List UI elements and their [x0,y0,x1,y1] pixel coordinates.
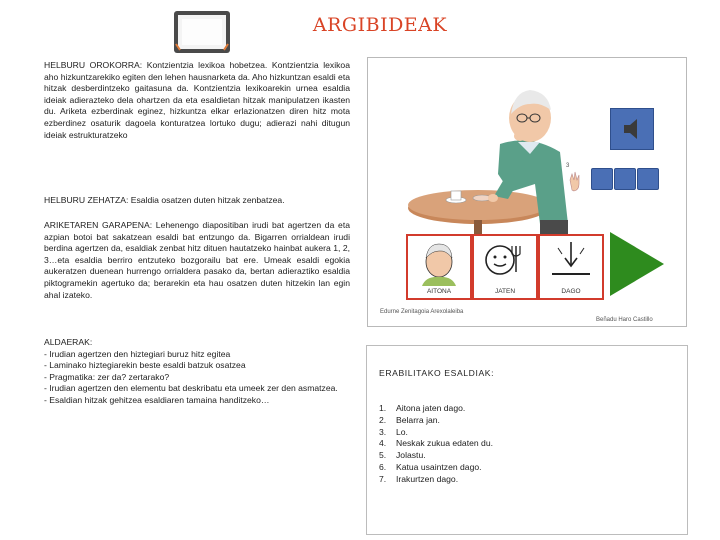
answer-button-3[interactable] [637,168,659,190]
objective-general-text: HELBURU OROKORRA: Kontzientzia lexikoa hobetzea. Kontzientzia lexikoa aho hizkuntzarekiko egiten den lehen hausnarketa da. Aho hizkuntzan esaldi eta hitzak desberdintzeko gaitasuna da. Kontzientzia lexikoarekin urnea esaldia ideiak adierazteko dela ohartzen da eta esaldietan hitzak manipulatzen ikasten du. Ariketa ezberdinak eginez, hizkuntza elkar erlazionatzen diren hitz mota ezberdinez osaturik dagoela konturatzea lortuko dugu; adierazi nahi ditugun ideiak estrukturatzeko [44,60,350,140]
variant-item: - Irudian agertzen den hiztegiari buruz hitz egitea [44,348,231,359]
item-number: 5. [379,450,387,461]
picto-label-jaten: JATEN [494,288,516,295]
variants-list [44,337,344,407]
play-icon [606,228,668,300]
tablet-icon [173,10,231,54]
page-title: ARGIBIDEAK [312,14,448,36]
list-item [379,462,493,474]
eating-picto-icon [474,236,536,288]
objective-specific-text: HELBURU ZEHATZA: Esaldia osatzen duten hitzak zenbatzea. [44,195,285,205]
grandfather-eating-illustration [390,74,580,252]
list-item [379,403,493,415]
item-text: Lo. [396,426,408,437]
item-text: Katua usaintzen dago. [396,461,482,472]
activity-description-text: ARIKETAREN GARAPENA: Lehenengo diapositiban irudi bat agertzen da eta azpian botoi bat sakatzean esaldi bat entzungo da. Bigarren orrialdean irudi berdina agertzen da, esaldiak zenbat hitz dituen hautatzeko hainbat aukera 1, 2, 3…eta esaldia berriro entzuteko bozgorailu bat ere. Umeak esaldi egokia aukeratzen duenean hurrengo orrialdera pasako da, bertan adieraztiko esaldia piktogramekin agertuko da; berarekin eta hau osatzen duten hitzekin lan egin ahal izateko. [44,220,350,300]
list-item [379,438,493,450]
speaker-button[interactable] [610,108,654,150]
list-item [379,427,493,439]
item-text: Neskak zukua edaten du. [396,438,493,449]
item-number: 2. [379,414,387,425]
item-text: Aitona jaten dago. [396,403,466,413]
slide-preview [367,57,687,327]
variant-item: - Esaldian hitzak gehitzea esaldiaren tamaina handitzeko… [44,394,270,405]
item-number: 1. [379,403,387,413]
picto-label-aitona: AITONA [426,288,452,295]
sentences-heading: ERABILITAKO ESALDIAK: [379,368,495,378]
item-number: 7. [379,473,387,484]
is-picto-icon [540,236,602,288]
picto-label-dago: DAGO [561,288,581,295]
play-button[interactable] [606,228,668,300]
author-credit-right: Beñadu Haro Castillo [596,317,653,323]
sentences-list [379,403,493,486]
list-item [379,450,493,462]
variant-item: - Laminako hiztegiarekin beste esaldi batzuk osatzea [44,360,246,371]
slide-number: 3 [566,163,570,169]
item-number: 4. [379,438,387,449]
answer-button-1[interactable] [591,168,613,190]
author-credit-left: Edurne Zenitagoia Arexolaleiba [380,309,464,315]
list-item [379,474,493,486]
item-text: Irakurtzen dago. [396,473,459,484]
answer-button-2[interactable] [614,168,636,190]
hand-icon [566,170,584,192]
item-number: 3. [379,426,387,437]
item-text: Belarra jan. [396,414,440,425]
list-item [379,415,493,427]
variants-heading: ALDAERAK: [44,337,93,347]
variant-item: - Irudian agertzen den elementu bat deskribatu eta umeek zer den asmatzea. [44,383,338,394]
sentences-panel [366,345,688,535]
variant-item: - Pragmatika: zer da? zertarako? [44,371,170,382]
speaker-icon [611,109,653,149]
grandfather-picto-icon [408,236,470,288]
item-text: Jolastu. [396,450,426,461]
item-number: 6. [379,461,387,472]
